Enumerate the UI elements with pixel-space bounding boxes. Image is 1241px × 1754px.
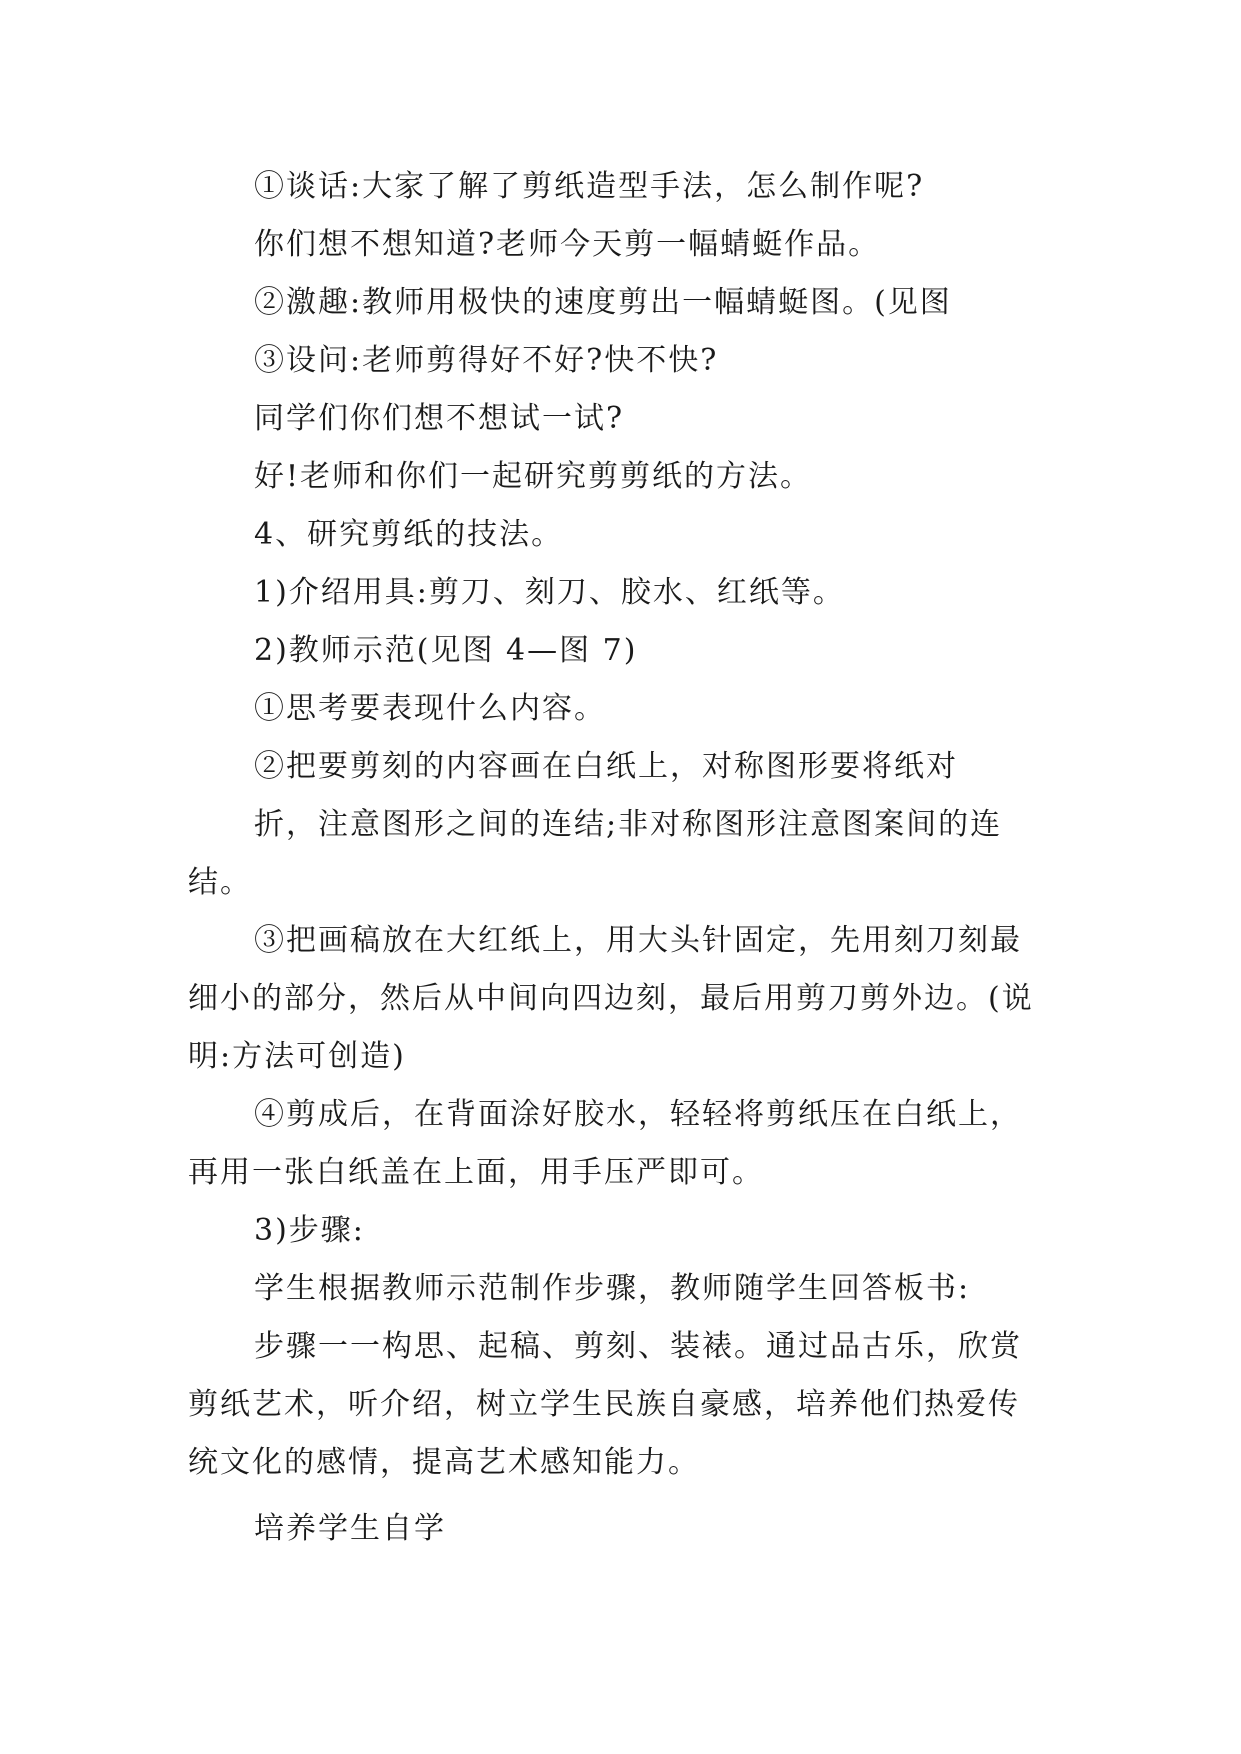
text-line: 剪纸艺术，听介绍，树立学生民族自豪感，培养他们热爱传 bbox=[188, 1387, 1020, 1422]
text-line: 好!老师和你们一起研究剪剪纸的方法。 bbox=[254, 459, 813, 494]
text-line: 再用一张白纸盖在上面，用手压严即可。 bbox=[188, 1155, 764, 1190]
text-line: ②激趣:教师用极快的速度剪出一幅蜻蜓图。(见图 bbox=[254, 285, 952, 320]
text-line: 细小的部分，然后从中间向四边刻，最后用剪刀剪外边。(说 bbox=[188, 981, 1034, 1016]
text-line: ①思考要表现什么内容。 bbox=[254, 691, 606, 726]
text-line: 结。 bbox=[188, 865, 252, 900]
text-line: ③把画稿放在大红纸上，用大头针固定，先用刻刀刻最 bbox=[254, 923, 1022, 958]
text-line: 1)介绍用具:剪刀、刻刀、胶水、红纸等。 bbox=[254, 575, 845, 610]
text-line: 2)教师示范(见图 4—图 7) bbox=[254, 633, 638, 668]
text-line: 步骤一一构思、起稿、剪刻、装裱。通过品古乐，欣赏 bbox=[254, 1329, 1022, 1364]
text-line: 培养学生自学 bbox=[254, 1511, 446, 1546]
text-line: ④剪成后，在背面涂好胶水，轻轻将剪纸压在白纸上， bbox=[254, 1097, 1022, 1132]
text-line: 3)步骤: bbox=[254, 1213, 365, 1248]
text-line: 同学们你们想不想试一试? bbox=[254, 401, 625, 436]
text-line: ②把要剪刻的内容画在白纸上，对称图形要将纸对 bbox=[254, 749, 958, 784]
text-line: 学生根据教师示范制作步骤，教师随学生回答板书: bbox=[254, 1271, 971, 1306]
text-line: 统文化的感情，提高艺术感知能力。 bbox=[188, 1445, 700, 1480]
text-line: 你们想不想知道?老师今天剪一幅蜻蜓作品。 bbox=[254, 227, 881, 262]
text-line: 明:方法可创造) bbox=[188, 1039, 406, 1074]
text-line: ①谈话:大家了解了剪纸造型手法，怎么制作呢? bbox=[254, 169, 925, 204]
text-line: ③设问:老师剪得好不好?快不快? bbox=[254, 343, 719, 378]
text-line: 4、研究剪纸的技法。 bbox=[254, 517, 564, 552]
text-line: 折，注意图形之间的连结;非对称图形注意图案间的连 bbox=[254, 807, 1003, 842]
